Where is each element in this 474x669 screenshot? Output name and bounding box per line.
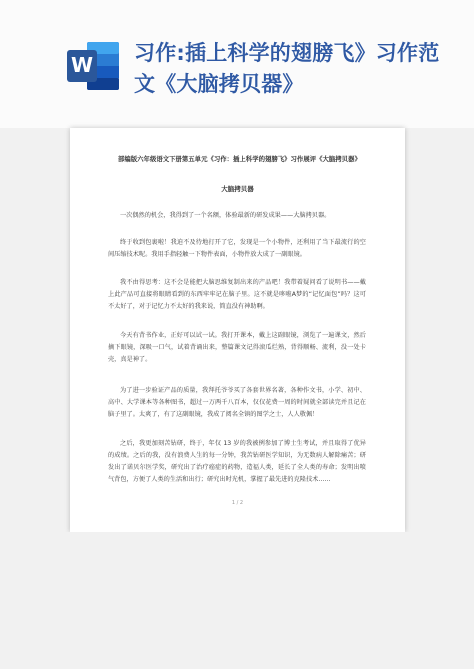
word-icon <box>63 36 123 96</box>
document-header <box>0 0 474 128</box>
paragraph: 今天有背书作业，正好可以试一试。我打开课本，戴上这副眼镜，浏览了一遍课文，然后摘下眼镜，深吸一口气，试着背诵出来，整篇课文记得滚瓜烂熟，背得顺畅、流利，没一处卡壳，真是神了。 <box>108 332 366 363</box>
document-heading: 部编版六年级语文下册第五单元《习作：插上科学的翅膀飞》习作展评《大脑拷贝器》 <box>118 155 361 163</box>
paragraph: 为了进一步验证产品的质量，我拜托爷爷买了各套世界名著，各种作文书，小学、初中、高中、大学课本等各种图书，超过一万两千八百本，仅仅花费一周的时间就全部读完并且记在脑子里了。太爽了，有了这副眼镜，我成了阅名全镇的图学之士，人人敬佩！ <box>108 387 366 418</box>
document-page <box>70 128 405 532</box>
paragraph: 终于收到包裹啦！我迫不及待地打开了它，发现是一个小物件，还利用了当下最流行的空间压缩技术呢。我用手指轻触一下物件表面，小物件放大成了一副眼镜。 <box>108 239 366 258</box>
paragraph: 一次偶然的机会，我得到了一个名额，体验最新的研发成果——大脑拷贝器。 <box>120 212 331 219</box>
paragraph: 我不由得思考：这不会是能把大脑思维复制出来的产品吧！我带着疑问看了说明书——戴上此产品可直接将眼睛看到的东西牢牢记在脑子里。这不就是哆啦A梦的“记忆面包”吗？这可不太好了，对于记忆力不太好的我来说，简直没有神助啊。 <box>108 279 366 310</box>
paragraph: 之后，我更加刻苦钻研，终于，年仅 13 岁的我被例参加了博士生考试，并且取得了优异的成绩。之后的我，没有浪费人生的每一分钟，我苦钻研医学知识，为无数病人解除痛苦；研发出了诺贝尔医学奖，研究出了治疗癌症的药物，造福人类，延长了全人类的寿命；发明出喷气背包，方便了人类的生活和出行；研究出时光机，掌握了最先进的克隆技术…… <box>108 440 366 483</box>
document-title: 习作:插上科学的翅膀飞》习作范文《大脑拷贝器》 <box>134 41 440 96</box>
page-number: 1 / 2 <box>231 500 244 506</box>
svg-text:W: W <box>70 53 94 77</box>
essay-title: 大脑拷贝器 <box>221 185 254 193</box>
watermark-area <box>0 532 474 669</box>
